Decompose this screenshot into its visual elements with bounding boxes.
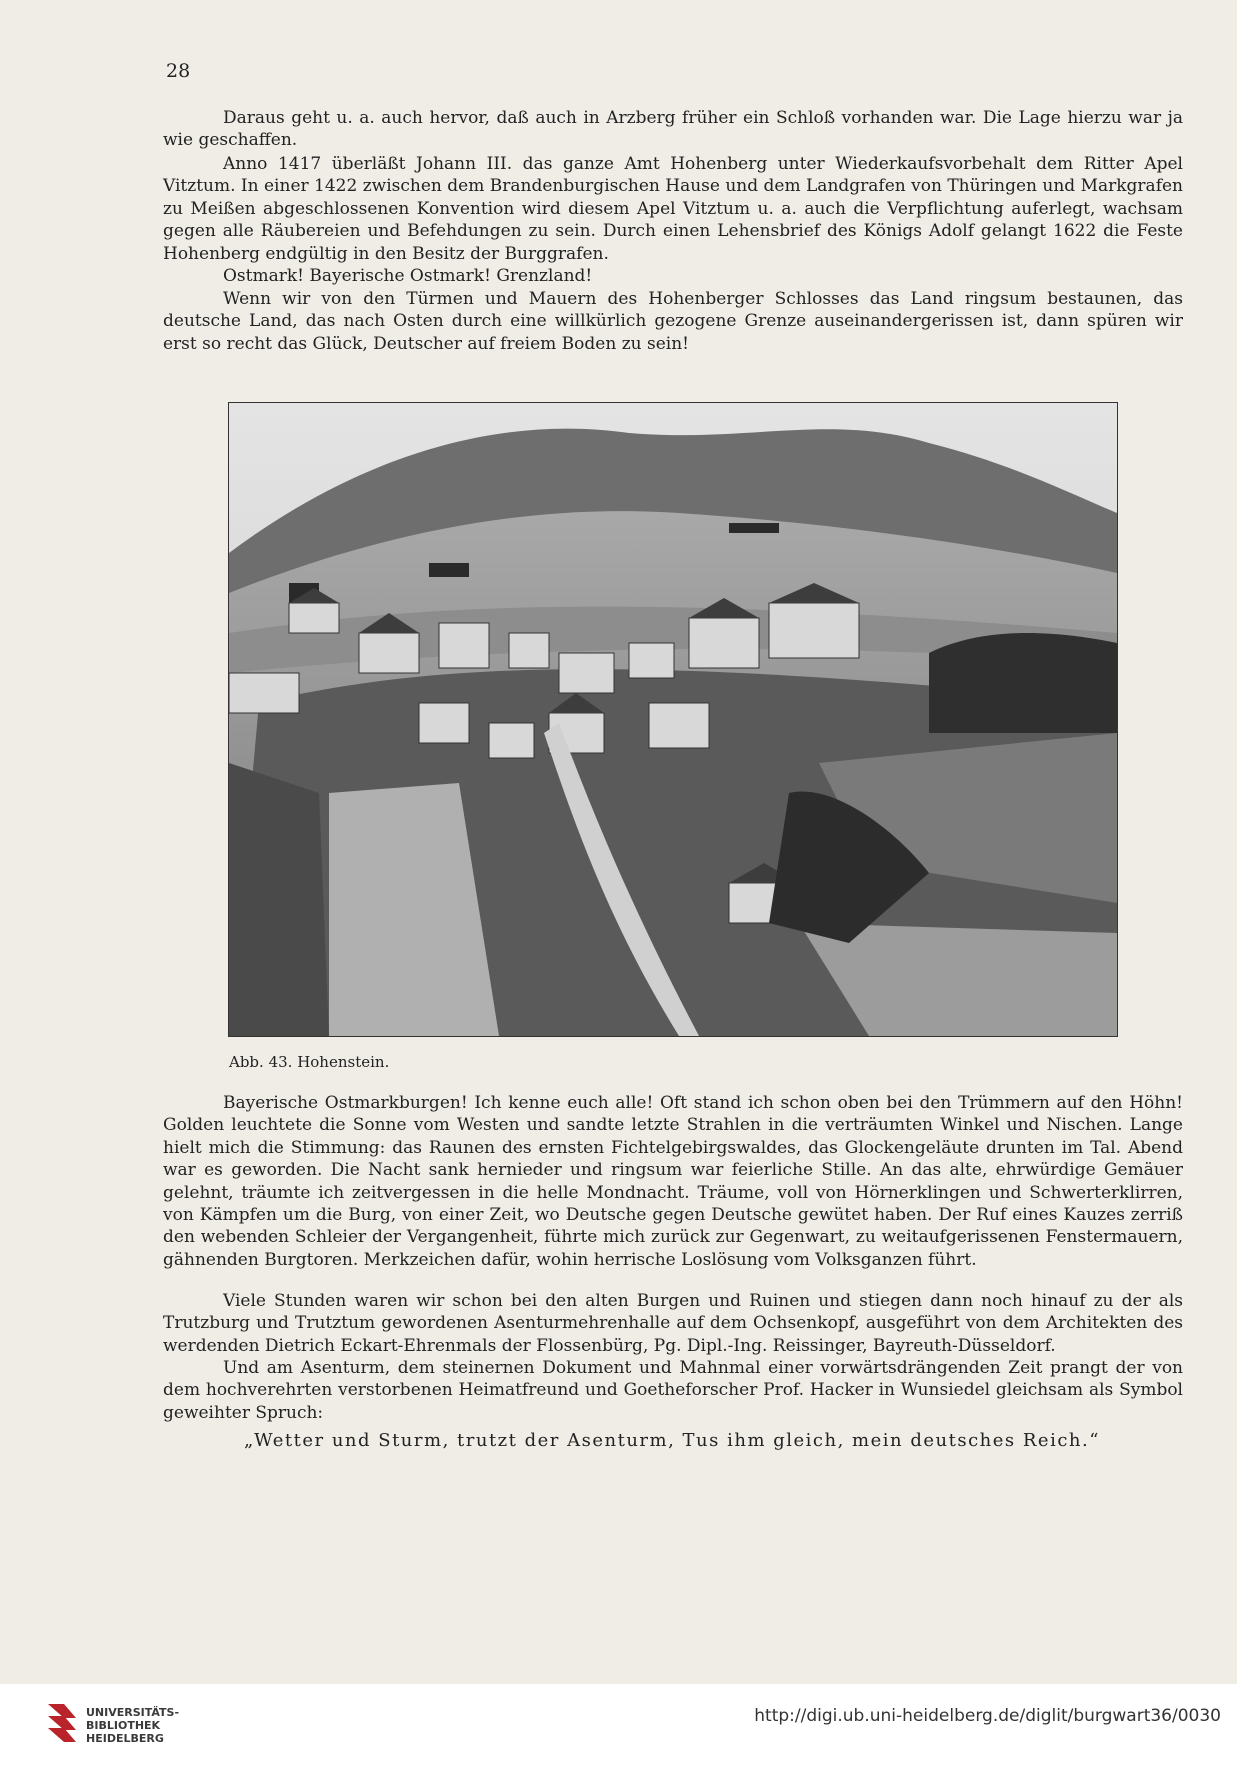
paragraph-arzberg: Daraus geht u. a. auch hervor, daß auch in Arzberg früher ein Schloß vorhanden war. Die Lage hierzu war ja wie geschaffen.: [163, 108, 1183, 151]
paragraph-asenturm: Und am Asenturm, dem steinernen Dokument und Mahnmal einer vorwärtsdrängenden Zeit prangt der von dem hochverehrten verstorbenen Heimatfreund und Goetheforscher Prof. Hacker in Wunsiedel gleichsam als Symbol geweihter Spruch:: [163, 1358, 1183, 1423]
library-name-line: HEIDELBERG: [86, 1732, 164, 1745]
paragraph-hohenberg: Wenn wir von den Türmen und Mauern des Hohenberger Schlosses das Land ringsum bestaunen, das deutsche Land, das nach Osten durch eine willkürlich gezogene Grenze auseinandergerissen ist, dann spüren wir erst so recht das Glück, Deutscher auf freiem Boden zu sein!: [163, 289, 1183, 354]
paragraph-anno-1417: Anno 1417 überläßt Johann III. das ganze Amt Hohenberg unter Wiederkaufsvorbehalt dem Ritter Apel Vitztum. In einer 1422 zwischen dem Brandenburgischen Hause und dem Landgrafen von Thüringen und Markgrafen zu Meißen abgeschlossenen Konvention wird diesem Apel Vitztum u. a. auch die Verpflichtung auferlegt, wachsam gegen alle Räubereien und Befehdungen zu sein. Durch einen Lehensbrief des Königs Adolf gelangt 1622 die Feste Hohenberg endgültig in den Besitz der Burggrafen.: [163, 154, 1183, 264]
library-logo-icon: [44, 1700, 80, 1754]
library-name: [86, 1706, 179, 1745]
paragraph-asenturmehrenhalle: Viele Stunden waren wir schon bei den alten Burgen und Ruinen und stiegen dann noch hinauf zu der als Trutzburg und Trutztum gewordenen Asenturmehrenhalle auf dem Ochsenkopf, ausgeführt von dem Architekten des werdenden Dietrich Eckart-Ehrenmals der Flossenbürg, Pg. Dipl.-Ing. Reissinger, Bayreuth-Düsseldorf.: [163, 1291, 1183, 1356]
footer-bar: [0, 1684, 1237, 1771]
paragraph-ostmark: Ostmark! Bayerische Ostmark! Grenzland!: [223, 266, 593, 286]
photo-illustration: [229, 403, 1117, 1036]
library-name-line: BIBLIOTHEK: [86, 1719, 161, 1732]
library-name-line: UNIVERSITÄTS-: [86, 1706, 180, 1719]
motto-quote: „Wetter und Sturm, trutzt der Asenturm, Tus ihm gleich, mein deutsches Reich.“: [244, 1430, 1100, 1451]
village-photo: [228, 402, 1118, 1037]
figure-caption: Abb. 43. Hohenstein.: [229, 1053, 390, 1071]
page-number: 28: [166, 60, 191, 82]
source-url[interactable]: http://digi.ub.uni-heidelberg.de/diglit/burgwart36/0030: [754, 1706, 1221, 1726]
paragraph-ostmarkburgen: Bayerische Ostmarkburgen! Ich kenne euch alle! Oft stand ich schon oben bei den Trümmern auf den Höhn! Golden leuchtete die Sonne vom Westen und sandte letzte Strahlen in die verträumten Winkel und Nischen. Lange hielt mich die Stimmung: das Raunen des ernsten Fichtelgebirgswaldes, das Glockengeläute drunten im Tal. Abend war es geworden. Die Nacht sank hernieder und ringsum war feierliche Stille. An das alte, ehrwürdige Gemäuer gelehnt, träumte ich zeitvergessen in die helle Mondnacht. Träume, voll von Hörnerklingen und Schwerterklirren, von Kämpfen um die Burg, von einer Zeit, wo Deutsche gegen Deutsche gewütet haben. Der Ruf eines Kauzes zerriß den webenden Schleier der Vergangenheit, führte mich zurück zur Gegenwart, zu weitaufgerissenen Fenstermauern, gähnenden Burgtoren. Merkzeichen dafür, wohin herrische Loslösung vom Volksganzen führt.: [163, 1093, 1183, 1270]
